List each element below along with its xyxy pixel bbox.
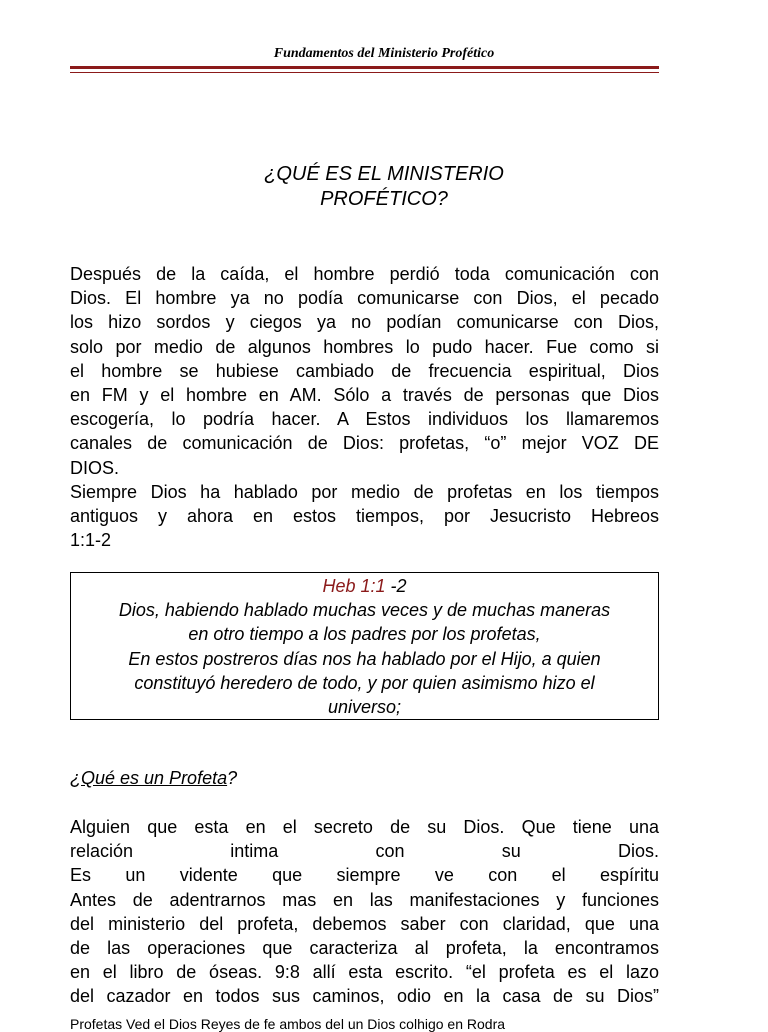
verse-line: En estos postreros días nos ha hablado por el Hijo, a quien <box>128 648 601 669</box>
cut-off-footer-line: Profetas Ved el Dios Reyes de fe ambos del un Dios colhigo en Rodra <box>70 1016 506 1032</box>
question-suffix: ? <box>227 768 238 788</box>
document-title <box>0 162 768 212</box>
text-line: canales de comunicación de Dios: profetas, “o” mejor VOZ DE <box>70 433 659 454</box>
body-paragraph <box>70 815 659 1009</box>
title-line-1: ¿QUÉ ES EL MINISTERIO <box>264 163 504 185</box>
text-line: Es un vidente que siempre ve con el espíritu <box>70 865 659 886</box>
question-text: Qué es un Profeta <box>81 768 228 788</box>
verse-ref-link: Heb 1:1 <box>322 576 386 596</box>
text-line: antiguos y ahora en estos tiempos, por Jesucristo Hebreos <box>70 506 659 527</box>
text-line: del cazador en todos sus caminos, odio en la casa de su Dios” <box>70 986 659 1007</box>
verse-line: Dios, habiendo hablado muchas veces y de muchas maneras <box>118 600 611 621</box>
title-line-2: PROFÉTICO? <box>320 188 448 210</box>
text-line: DIOS. <box>70 457 120 478</box>
text-line: de las operaciones que caracteriza al profeta, la encontramos <box>70 938 659 959</box>
header-rule-thin <box>70 72 659 73</box>
text-line: relación intima con su Dios. <box>70 841 659 862</box>
text-line: Siempre Dios ha hablado por medio de profetas en los tiempos <box>70 481 659 502</box>
section-question <box>70 766 237 790</box>
verse-reference <box>71 574 658 598</box>
question-prefix: ¿ <box>70 768 81 788</box>
text-line: en el libro de óseas. 9:8 allí esta escrito. “el profeta es el lazo <box>70 962 659 983</box>
text-line: Después de la caída, el hombre perdió toda comunicación con <box>70 264 659 284</box>
text-line: del ministerio del profeta, debemos saber con claridad, que una <box>70 913 659 934</box>
text-line: Antes de adentrarnos mas en las manifestaciones y funciones <box>70 889 659 910</box>
text-line: escogería, lo podría hacer. A Estos individuos los llamaremos <box>70 409 659 430</box>
header-rule-thick <box>70 66 659 69</box>
text-line: en FM y el hombre en AM. Sólo a través de personas que Dios <box>70 385 659 406</box>
text-line: el hombre se hubiese cambiado de frecuencia espiritual, Dios <box>70 360 659 381</box>
scripture-box <box>70 572 659 720</box>
text-line: solo por medio de algunos hombres lo pudo hacer. Fue como si <box>70 336 659 357</box>
verse-line: constituyó heredero de todo, y por quien asimismo hizo el <box>134 672 595 693</box>
text-line: Alguien que esta en el secreto de su Dios. Que tiene una <box>70 817 659 837</box>
text-line: los hizo sordos y ciegos ya no podían comunicarse con Dios, <box>70 312 659 333</box>
text-line: 1:1-2 <box>70 530 112 551</box>
verse-line: en otro tiempo a los padres por los profetas, <box>188 624 541 645</box>
verse-line: universo; <box>327 697 402 718</box>
verse-ref-suffix: -2 <box>385 576 407 596</box>
running-header: Fundamentos del Ministerio Profético <box>273 46 495 61</box>
intro-paragraph <box>70 262 659 552</box>
text-line: Dios. El hombre ya no podía comunicarse con Dios, el pecado <box>70 288 659 309</box>
